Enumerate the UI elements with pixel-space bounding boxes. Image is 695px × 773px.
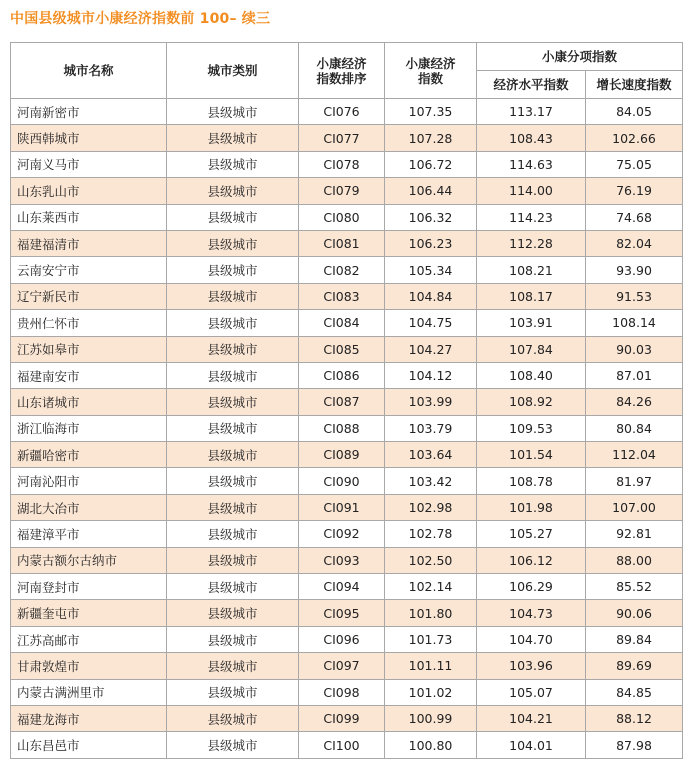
cell-rank: CI096: [299, 626, 385, 652]
cell-city-name: 河南义马市: [11, 151, 167, 177]
cell-index: 101.02: [385, 679, 477, 705]
cell-growth-speed: 80.84: [586, 415, 683, 441]
cell-economic-level: 114.23: [477, 204, 586, 230]
cell-rank: CI099: [299, 705, 385, 731]
cell-city-name: 江苏如皋市: [11, 336, 167, 362]
header-index-line1: 小康经济: [405, 55, 456, 71]
cell-city-name: 江苏高邮市: [11, 626, 167, 652]
cell-rank: CI091: [299, 494, 385, 520]
cell-city-type: 县级城市: [167, 151, 299, 177]
cell-index: 106.23: [385, 230, 477, 256]
cell-rank: CI093: [299, 547, 385, 573]
header-index: [385, 43, 477, 99]
cell-growth-speed: 89.69: [586, 653, 683, 679]
cell-city-name: 福建南安市: [11, 362, 167, 388]
cell-economic-level: 114.63: [477, 151, 586, 177]
table-row: [11, 679, 683, 705]
cell-growth-speed: 87.01: [586, 362, 683, 388]
cell-growth-speed: 102.66: [586, 125, 683, 151]
cell-index: 102.14: [385, 574, 477, 600]
header-rank: [299, 43, 385, 99]
cell-city-name: 辽宁新民市: [11, 283, 167, 309]
cell-city-type: 县级城市: [167, 679, 299, 705]
cell-economic-level: 106.29: [477, 574, 586, 600]
cell-city-type: 县级城市: [167, 336, 299, 362]
cell-growth-speed: 91.53: [586, 283, 683, 309]
cell-economic-level: 113.17: [477, 99, 586, 125]
cell-growth-speed: 82.04: [586, 230, 683, 256]
table-row: [11, 600, 683, 626]
cell-growth-speed: 88.12: [586, 705, 683, 731]
cell-city-name: 山东昌邑市: [11, 732, 167, 758]
cell-economic-level: 101.98: [477, 494, 586, 520]
cell-city-type: 县级城市: [167, 389, 299, 415]
cell-index: 107.35: [385, 99, 477, 125]
cell-city-name: 福建漳平市: [11, 521, 167, 547]
table-row: [11, 99, 683, 125]
cell-city-type: 县级城市: [167, 283, 299, 309]
table-row: [11, 574, 683, 600]
cell-economic-level: 108.21: [477, 257, 586, 283]
cell-city-type: 县级城市: [167, 732, 299, 758]
cell-growth-speed: 85.52: [586, 574, 683, 600]
cell-city-name: 甘肃敦煌市: [11, 653, 167, 679]
cell-rank: CI082: [299, 257, 385, 283]
cell-city-name: 浙江临海市: [11, 415, 167, 441]
cell-rank: CI079: [299, 178, 385, 204]
cell-growth-speed: 89.84: [586, 626, 683, 652]
cell-city-type: 县级城市: [167, 521, 299, 547]
cell-rank: CI089: [299, 442, 385, 468]
cell-growth-speed: 108.14: [586, 310, 683, 336]
table-body: [11, 99, 683, 759]
cell-city-name: 内蒙古满洲里市: [11, 679, 167, 705]
cell-index: 106.44: [385, 178, 477, 204]
header-city-type: 城市类别: [167, 43, 299, 99]
cell-economic-level: 108.78: [477, 468, 586, 494]
cell-rank: CI098: [299, 679, 385, 705]
cell-economic-level: 104.73: [477, 600, 586, 626]
cell-rank: CI076: [299, 99, 385, 125]
cell-index: 106.32: [385, 204, 477, 230]
cell-city-type: 县级城市: [167, 705, 299, 731]
cell-economic-level: 109.53: [477, 415, 586, 441]
cell-index: 104.84: [385, 283, 477, 309]
cell-growth-speed: 84.26: [586, 389, 683, 415]
header-rank-line1: 小康经济: [316, 55, 367, 71]
cell-rank: CI086: [299, 362, 385, 388]
cell-city-type: 县级城市: [167, 626, 299, 652]
cell-growth-speed: 90.06: [586, 600, 683, 626]
cell-index: 102.98: [385, 494, 477, 520]
cell-index: 104.75: [385, 310, 477, 336]
cell-economic-level: 114.00: [477, 178, 586, 204]
cell-economic-level: 104.21: [477, 705, 586, 731]
cell-city-type: 县级城市: [167, 204, 299, 230]
cell-city-name: 陕西韩城市: [11, 125, 167, 151]
header-economic-level: 经济水平指数: [477, 71, 586, 99]
cell-city-name: 河南新密市: [11, 99, 167, 125]
cell-growth-speed: 75.05: [586, 151, 683, 177]
cell-city-type: 县级城市: [167, 600, 299, 626]
cell-city-type: 县级城市: [167, 99, 299, 125]
cell-city-name: 河南登封市: [11, 574, 167, 600]
cell-economic-level: 105.27: [477, 521, 586, 547]
cell-city-type: 县级城市: [167, 442, 299, 468]
cell-city-name: 新疆奎屯市: [11, 600, 167, 626]
cell-city-name: 山东莱西市: [11, 204, 167, 230]
cell-rank: CI092: [299, 521, 385, 547]
table-row: [11, 442, 683, 468]
cell-economic-level: 108.43: [477, 125, 586, 151]
table-row: [11, 468, 683, 494]
header-city-name: 城市名称: [11, 43, 167, 99]
cell-rank: CI095: [299, 600, 385, 626]
cell-index: 102.50: [385, 547, 477, 573]
table-row: [11, 257, 683, 283]
cell-growth-speed: 90.03: [586, 336, 683, 362]
cell-rank: CI077: [299, 125, 385, 151]
cell-rank: CI094: [299, 574, 385, 600]
cell-city-type: 县级城市: [167, 547, 299, 573]
cell-rank: CI080: [299, 204, 385, 230]
cell-rank: CI081: [299, 230, 385, 256]
table-row: [11, 283, 683, 309]
header-rank-line2: 指数排序: [316, 70, 367, 86]
cell-rank: CI083: [299, 283, 385, 309]
cell-index: 104.27: [385, 336, 477, 362]
cell-index: 103.99: [385, 389, 477, 415]
cell-economic-level: 103.91: [477, 310, 586, 336]
cell-city-type: 县级城市: [167, 574, 299, 600]
cell-growth-speed: 84.05: [586, 99, 683, 125]
cell-rank: CI085: [299, 336, 385, 362]
cell-economic-level: 103.96: [477, 653, 586, 679]
cell-index: 103.42: [385, 468, 477, 494]
table-row: [11, 230, 683, 256]
cell-economic-level: 108.17: [477, 283, 586, 309]
cell-index: 102.78: [385, 521, 477, 547]
table-row: [11, 705, 683, 731]
cell-city-type: 县级城市: [167, 494, 299, 520]
cell-index: 107.28: [385, 125, 477, 151]
cell-index: 103.79: [385, 415, 477, 441]
cell-city-name: 云南安宁市: [11, 257, 167, 283]
cell-city-type: 县级城市: [167, 468, 299, 494]
table-row: [11, 521, 683, 547]
cell-rank: CI087: [299, 389, 385, 415]
cell-city-name: 福建福清市: [11, 230, 167, 256]
cell-economic-level: 108.40: [477, 362, 586, 388]
cell-city-type: 县级城市: [167, 257, 299, 283]
cell-city-type: 县级城市: [167, 178, 299, 204]
table-row: [11, 362, 683, 388]
cell-growth-speed: 87.98: [586, 732, 683, 758]
cell-rank: CI084: [299, 310, 385, 336]
cell-growth-speed: 107.00: [586, 494, 683, 520]
cell-city-name: 福建龙海市: [11, 705, 167, 731]
table-row: [11, 626, 683, 652]
cell-economic-level: 106.12: [477, 547, 586, 573]
cell-city-name: 河南沁阳市: [11, 468, 167, 494]
index-table: [10, 42, 683, 759]
header-sub-indices: 小康分项指数: [477, 43, 683, 71]
cell-growth-speed: 84.85: [586, 679, 683, 705]
cell-growth-speed: 81.97: [586, 468, 683, 494]
cell-economic-level: 108.92: [477, 389, 586, 415]
cell-city-type: 县级城市: [167, 415, 299, 441]
cell-city-type: 县级城市: [167, 310, 299, 336]
header-index-line2: 指数: [417, 70, 443, 86]
table-row: [11, 494, 683, 520]
table-row: [11, 178, 683, 204]
cell-economic-level: 101.54: [477, 442, 586, 468]
cell-city-name: 新疆哈密市: [11, 442, 167, 468]
table-row: [11, 336, 683, 362]
cell-growth-speed: 76.19: [586, 178, 683, 204]
table-row: [11, 547, 683, 573]
cell-index: 104.12: [385, 362, 477, 388]
cell-city-type: 县级城市: [167, 125, 299, 151]
cell-growth-speed: 88.00: [586, 547, 683, 573]
cell-economic-level: 104.01: [477, 732, 586, 758]
cell-city-type: 县级城市: [167, 230, 299, 256]
cell-city-type: 县级城市: [167, 653, 299, 679]
cell-rank: CI090: [299, 468, 385, 494]
table-header: [11, 43, 683, 99]
table-row: [11, 151, 683, 177]
table-row: [11, 389, 683, 415]
cell-economic-level: 105.07: [477, 679, 586, 705]
cell-index: 105.34: [385, 257, 477, 283]
cell-rank: CI078: [299, 151, 385, 177]
table-row: [11, 310, 683, 336]
cell-index: 101.80: [385, 600, 477, 626]
header-growth-speed: 增长速度指数: [586, 71, 683, 99]
cell-growth-speed: 112.04: [586, 442, 683, 468]
cell-economic-level: 107.84: [477, 336, 586, 362]
cell-index: 106.72: [385, 151, 477, 177]
cell-index: 100.99: [385, 705, 477, 731]
table-row: [11, 653, 683, 679]
cell-city-type: 县级城市: [167, 362, 299, 388]
table-row: [11, 125, 683, 151]
cell-index: 101.73: [385, 626, 477, 652]
cell-economic-level: 112.28: [477, 230, 586, 256]
table-row: [11, 415, 683, 441]
cell-city-name: 内蒙古额尔古纳市: [11, 547, 167, 573]
cell-growth-speed: 93.90: [586, 257, 683, 283]
table-row: [11, 732, 683, 758]
cell-city-name: 山东乳山市: [11, 178, 167, 204]
cell-index: 103.64: [385, 442, 477, 468]
table-title: 中国县级城市小康经济指数前 100– 续三: [10, 11, 271, 27]
cell-index: 101.11: [385, 653, 477, 679]
table-row: [11, 204, 683, 230]
cell-growth-speed: 92.81: [586, 521, 683, 547]
cell-city-name: 山东诸城市: [11, 389, 167, 415]
cell-index: 100.80: [385, 732, 477, 758]
cell-rank: CI100: [299, 732, 385, 758]
cell-growth-speed: 74.68: [586, 204, 683, 230]
cell-city-name: 贵州仁怀市: [11, 310, 167, 336]
cell-rank: CI097: [299, 653, 385, 679]
cell-city-name: 湖北大冶市: [11, 494, 167, 520]
cell-rank: CI088: [299, 415, 385, 441]
cell-economic-level: 104.70: [477, 626, 586, 652]
